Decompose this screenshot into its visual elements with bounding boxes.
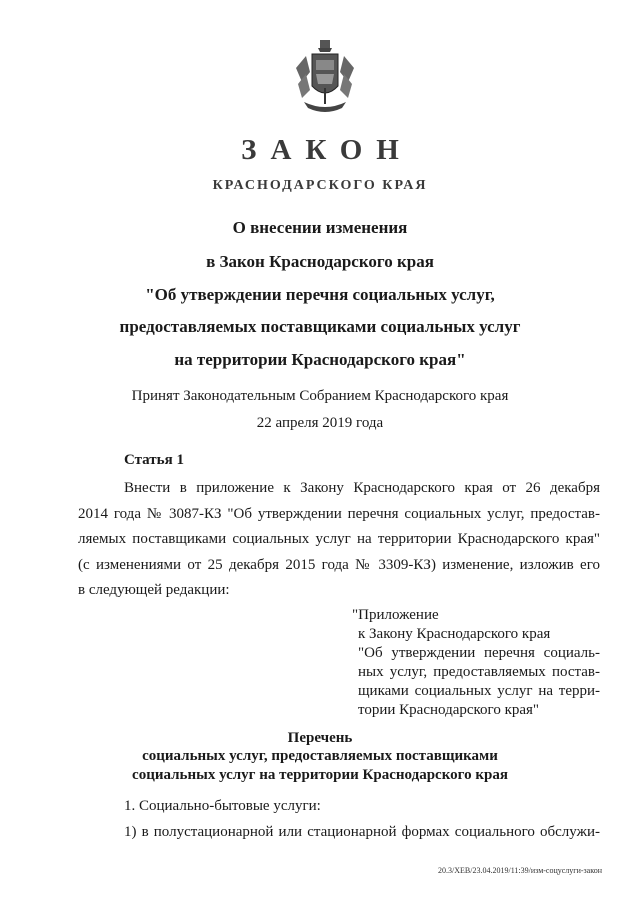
document-footer: 20.3/ХЕВ/23.04.2019/11:39/изм-соцуслуги-закон bbox=[438, 866, 602, 875]
adoption-line: Принят Законодательным Собранием Краснодарского края bbox=[131, 388, 509, 404]
adoption-date: 22 апреля 2019 года bbox=[256, 415, 384, 431]
appendix-line-2: к Закону Краснодарского края bbox=[358, 626, 551, 642]
heading-line-4: предоставляемых поставщиками социальных услуг bbox=[119, 317, 521, 336]
list-item-2: 1) в полустационарной или стационарной формах социального обслужи- bbox=[124, 824, 600, 840]
heading-line-2: в Закон Краснодарского края bbox=[206, 252, 434, 271]
article-text-line-4: (с изменениями от 25 декабря 2015 года № 3309-КЗ) изменение, изложив его bbox=[78, 557, 600, 573]
list-item-1: 1. Социально-бытовые услуги: bbox=[124, 798, 321, 814]
article-text-line-2: 2014 года № 3087-КЗ "Об утверждении перечня социальных услуг, предостав- bbox=[78, 506, 600, 522]
article-text-line-1: Внести в приложение к Закону Краснодарского края от 26 декабря bbox=[124, 480, 600, 496]
law-title: ЗАКОН bbox=[241, 134, 413, 166]
list-title: Перечень bbox=[287, 730, 353, 746]
article-text-line-3: ляемых поставщиками социальных услуг на территории Краснодарского края" bbox=[78, 531, 600, 547]
heading-line-1: О внесении изменения bbox=[232, 218, 408, 237]
article-title: Статья 1 bbox=[124, 452, 184, 468]
appendix-line-1: "Приложение bbox=[352, 607, 439, 623]
heading-line-5: на территории Краснодарского края" bbox=[174, 350, 466, 369]
law-subtitle: КРАСНОДАРСКОГО КРАЯ bbox=[212, 178, 428, 193]
appendix-line-6: тории Краснодарского края" bbox=[358, 702, 540, 718]
appendix-line-3: "Об утверждении перечня социаль- bbox=[358, 645, 600, 661]
appendix-line-5: щиками социальных услуг на терри- bbox=[358, 683, 600, 699]
list-subtitle-2: социальных услуг на территории Краснодарского края bbox=[132, 767, 508, 783]
coat-of-arms-icon bbox=[292, 38, 358, 118]
article-text-line-5: в следующей редакции: bbox=[78, 582, 230, 598]
list-subtitle-1: социальных услуг, предоставляемых поставщиками bbox=[142, 748, 498, 764]
heading-line-3: "Об утверждении перечня социальных услуг, bbox=[145, 285, 495, 304]
appendix-line-4: ных услуг, предоставляемых постав- bbox=[358, 664, 600, 680]
